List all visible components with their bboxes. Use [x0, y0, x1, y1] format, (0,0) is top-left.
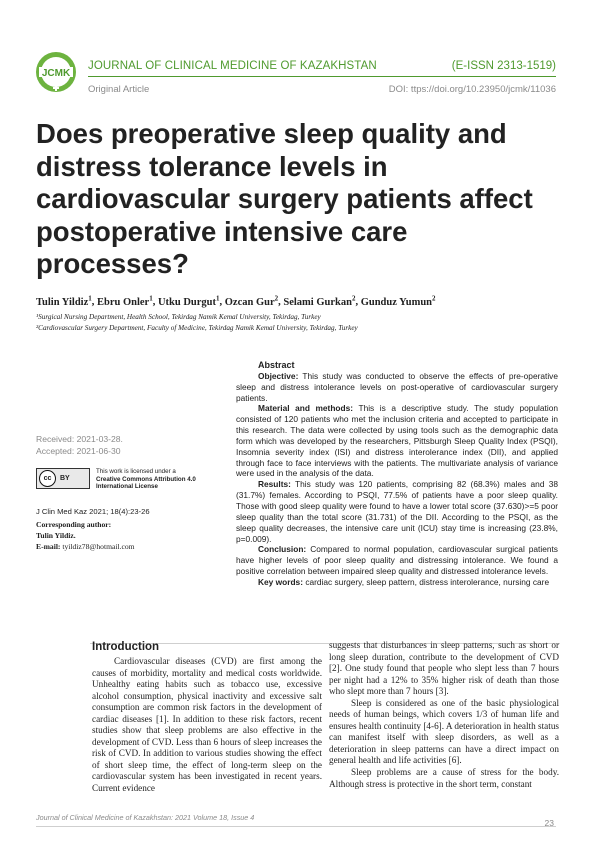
corresponding-author-label: Corresponding author:	[36, 520, 112, 529]
abstract-conclusion: Conclusion: Compared to normal population, cardiovascular surgical patients have higher levels of poor sleep quality and distressing intolerance. We found a positive correlation between impaired sleep quality and distressed intolerance levels.	[236, 544, 558, 577]
author-name: Tulin Yildiz$^1$	[36, 294, 92, 308]
introduction-heading: Introduction	[92, 641, 160, 653]
citation: J Clin Med Kaz 2021; 18(4):23-26	[36, 507, 150, 516]
body-column-left	[92, 656, 322, 795]
affiliation-1: ¹Surgical Nursing Department, Health School, Tekirdag Namik Kemal University, Tekirdag, Turkey	[36, 313, 321, 321]
author-affiliation-number: 1	[149, 294, 153, 302]
abstract-heading: Abstract	[258, 360, 295, 370]
cc-license-badge[interactable]	[36, 468, 90, 489]
intro-paragraph-3: Sleep is considered as one of the basic physiological needs of human beings, which covers 1/3 of human life and ensures health continuity [4-6]. A deterioration in health status can manifest itself with sleep disorders, as well as a deterioration in sleep patterns can have a direct impact on general health and life activities [6].	[329, 697, 559, 766]
by-icon: BY	[60, 475, 70, 482]
received-date: Received: 2021-03-28.	[36, 434, 123, 444]
body-column-right	[329, 640, 559, 790]
abstract-results: Results: This study was 120 patients, comprising 82 (68.3%) males and 38 (31.7%) females. According to PSQI, 77.5% of patients have a poor sleep quality. Those with good sleep quality were found to have a lower total score (37.630)>=5 poor sleep quality than the total score (31.731) of the DII. According to the PSQI, as the sleep quality decreases, the intensive care unit (ICU) stay time is increasing (23.8%, p=0.009).	[236, 479, 559, 544]
accepted-date: Accepted: 2021-06-30	[36, 446, 121, 456]
abstract-objective: Objective: This study was conducted to observe the effects of pre-operative sleep and distress intolerance levels on post-operative of cardiovascular surgery patients.	[236, 370, 558, 403]
author-affiliation-number: 1	[88, 294, 92, 302]
author-affiliation-number: 2	[351, 294, 356, 302]
header-divider	[88, 76, 556, 77]
article-type: Original Article	[88, 84, 150, 95]
doi-link[interactable]: DOI: ttps://doi.org/10.23950/jcmk/11036	[388, 84, 556, 95]
author-affiliation-number: 1	[216, 294, 220, 302]
license-link[interactable]: Creative Commons Attribution 4.0 International License	[96, 475, 196, 490]
abstract-keywords: Key words: cardiac surgery, sleep pattern, distress interolerance, nursing care	[258, 576, 550, 587]
license-text	[96, 468, 226, 491]
license-prefix: This work is licensed under a	[96, 468, 176, 475]
corresponding-author-name: Tulin Yildiz.	[36, 531, 76, 540]
footer-divider	[36, 826, 556, 827]
journal-logo	[34, 50, 78, 94]
intro-paragraph-1: Cardiovascular diseases (CVD) are first among the causes of morbidity, mortality and medical costs worldwide. Unhealthy eating habits such as tobacco use, excessive alcohol consumption, physical inactivity and excessive salt consumption are common risk factors in the development of cardiac diseases [1]. In addition to these risk factors, recent studies show that sleep problems are also effective in the development of CVD. Less than 6 hours of sleep increases the risk of CVD. In addition to various studies showing the effect of short sleep time, the effect of long-term sleep on the cardiovascular system has been investigated in recent years. Current evidence	[92, 656, 322, 794]
author-name: Ebru Onler$^1$	[96, 294, 153, 308]
affiliation-2: ²Cardiovascular Surgery Department, Faculty of Medicine, Tekirdag Namik Kemal University, Tekirdag, Turkey	[36, 324, 358, 332]
corresponding-author-email	[36, 542, 135, 551]
article-title: Does preoperative sleep quality and distress tolerance levels in cardiovascular surgery patients affect postoperative intensive care processes?	[36, 118, 533, 279]
eissn: (E-ISSN 2313-1519)	[451, 60, 556, 72]
cc-icon: cc	[39, 470, 56, 487]
email-address[interactable]: tyildiz78@hotmail.com	[62, 542, 135, 551]
page-number: 23	[544, 818, 554, 828]
author-affiliation-number: 2	[274, 294, 279, 302]
intro-paragraph-4: Sleep problems are a cause of stress for the body. Although stress is protective in the short term, constant	[329, 767, 559, 789]
email-label: E-mail:	[36, 542, 61, 551]
footer-journal-info: Journal of Clinical Medicine of Kazakhstan: 2021 Volume 18, Issue 4	[36, 813, 255, 822]
author-name: Utku Durgut$^1$	[157, 294, 220, 308]
intro-paragraph-2: suggests that disturbances in sleep patterns, such as short or long sleep duration, contribute to the development of CVD [2]. One study found that people who slept less than 7 hours per night had a 12% to 35% higher risk of death than those who slept more than 7 hours [3].	[329, 640, 559, 697]
logo-text: JCMK	[41, 68, 71, 79]
author-name: Gunduz Yumun$^2$	[360, 294, 436, 308]
abstract-block	[236, 360, 558, 588]
author-name: Selami Gurkan$^2$	[283, 294, 356, 308]
author-name: Ozcan Gur$^2$	[224, 294, 279, 308]
author-affiliation-number: 2	[432, 294, 436, 302]
abstract-methods: Material and methods: This is a descriptive study. The study population consisted of 120 patients who met the inclusion criteria and accepted to participate in this research. The data were collected by using tools such as the demographic data form which was developed by the researchers, Pittsburgh Sleep Quality Index (PSQI), Insomnia severity index (ISI) and distress interolerance index (DII), and applied through face to face interviews with the patients. The multivariate analysis of variance were used in the analysis of the data.	[236, 403, 559, 479]
author-list: Tulin Yildiz$^1$, Ebru Onler$^1$, Utku Durgut$^1$, Ozcan Gur$^2$, Selami Gurkan$^2$, Gunduz Yumun$^2$	[36, 294, 436, 308]
journal-name: JOURNAL OF CLINICAL MEDICINE OF KAZAKHSTAN	[88, 60, 377, 72]
